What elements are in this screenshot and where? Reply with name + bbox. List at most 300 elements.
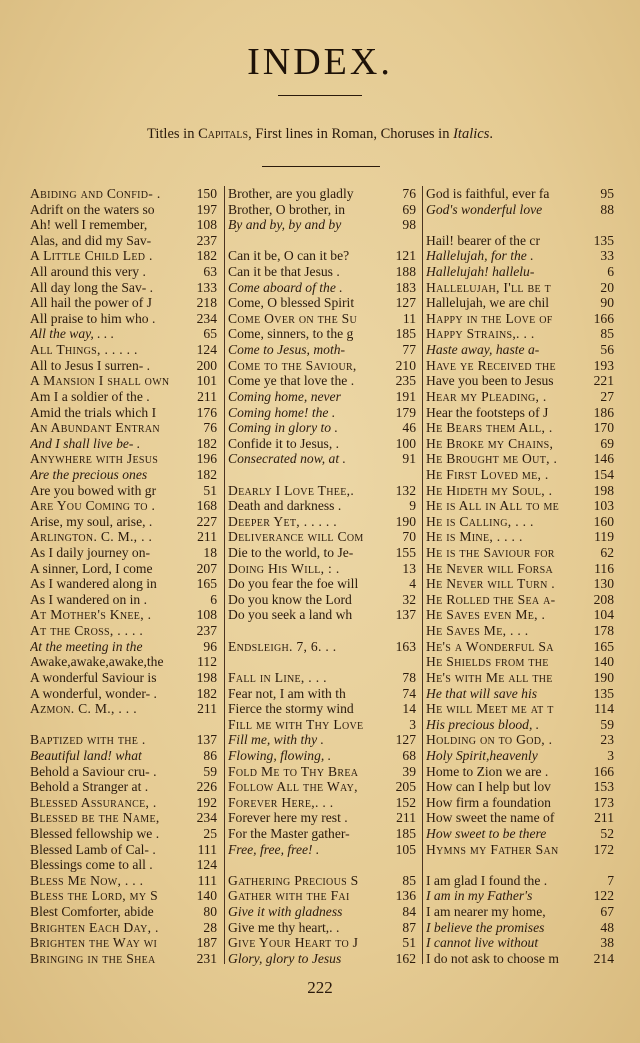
entry-title: A Little Child Led .	[30, 248, 153, 264]
index-entry	[30, 701, 217, 717]
index-entry	[30, 389, 217, 405]
entry-page-number: 100	[395, 435, 416, 451]
index-entry	[426, 795, 614, 811]
entry-title: A wonderful, wonder- .	[30, 685, 157, 701]
entry-title: Awake,awake,awake,the	[30, 654, 164, 670]
entry-page-number: 11	[402, 310, 416, 326]
index-entry	[426, 639, 614, 655]
index-entry	[426, 654, 614, 670]
entry-title: He is All in All to me	[426, 498, 560, 514]
entry-title: Abiding and Confid- .	[30, 186, 161, 201]
index-entry	[30, 779, 217, 795]
entry-title: Bringing in the Shea	[30, 950, 156, 966]
entry-page-number: 155	[395, 545, 416, 561]
index-entry	[30, 311, 217, 327]
index-entry	[228, 420, 416, 436]
entry-title: I am in my Father's	[426, 888, 533, 904]
index-entry	[228, 405, 416, 421]
entry-page-number: 38	[600, 935, 614, 951]
entry-title: Blessings come to all .	[30, 857, 153, 873]
index-entry	[30, 451, 217, 467]
entry-page-number: 88	[600, 201, 614, 217]
index-entry	[228, 514, 416, 530]
entry-title: Have ye Received the	[426, 357, 556, 373]
entry-title: He is the Saviour for	[426, 545, 555, 561]
index-entry	[228, 248, 416, 264]
page-title: INDEX.	[247, 41, 393, 83]
index-entry	[30, 483, 217, 499]
entry-page-number: 211	[197, 701, 217, 717]
entry-title: Happy in the Love of	[426, 310, 553, 326]
index-column-1	[30, 186, 217, 966]
index-entry	[30, 514, 217, 530]
entry-page-number: 18	[203, 545, 217, 561]
index-entry	[228, 451, 416, 467]
index-entry	[426, 248, 614, 264]
entry-page-number: 85	[402, 872, 416, 888]
entry-title: He Never will Forsa	[426, 560, 553, 576]
index-legend	[0, 126, 640, 143]
entry-page-number: 52	[600, 825, 614, 841]
index-entry	[228, 873, 416, 889]
entry-title: Behold a Stranger at .	[30, 779, 149, 795]
index-entry	[426, 405, 614, 421]
index-entry	[426, 280, 614, 296]
entry-title: Forever Here,. . .	[228, 794, 334, 810]
entry-title: Coming home, never	[228, 388, 341, 404]
legend-text-1: Titles in	[147, 126, 199, 142]
index-entry	[426, 295, 614, 311]
index-column-2	[228, 186, 416, 966]
entry-title: Give it with gladness	[228, 904, 343, 920]
entry-page-number: 137	[196, 732, 217, 748]
entry-page-number: 188	[395, 264, 416, 280]
entry-title: I am nearer my home,	[426, 904, 546, 920]
index-entry	[228, 810, 416, 826]
entry-page-number: 186	[593, 404, 614, 420]
legend-text-2: , First lines in Roman, Choruses in	[248, 126, 454, 142]
entry-title: As I daily journey on-	[30, 545, 151, 561]
index-entry	[426, 529, 614, 545]
entry-title: Deeper Yet, . . . . .	[228, 513, 337, 529]
entry-title: Blessed Assurance, .	[30, 794, 157, 810]
entry-page-number: 132	[395, 482, 416, 498]
entry-title: Fold Me to Thy Brea	[228, 763, 359, 779]
entry-page-number: 127	[395, 732, 416, 748]
entry-page-number: 95	[600, 186, 614, 201]
index-entry	[426, 592, 614, 608]
entry-page-number: 178	[593, 623, 614, 639]
entry-title: Come to Jesus, moth-	[228, 342, 346, 358]
index-entry	[30, 623, 217, 639]
index-entry	[228, 686, 416, 702]
entry-page-number: 101	[196, 373, 217, 389]
entry-page-number: 193	[593, 357, 614, 373]
entry-page-number: 135	[593, 685, 614, 701]
entry-page-number: 237	[196, 623, 217, 639]
entry-title: He is Mine, . . . .	[426, 529, 523, 545]
entry-page-number: 104	[593, 607, 614, 623]
index-entry	[228, 358, 416, 374]
index-entry	[426, 264, 614, 280]
entry-page-number: 25	[203, 825, 217, 841]
entry-page-number: 85	[600, 326, 614, 342]
index-entry	[30, 373, 217, 389]
index-entry	[426, 810, 614, 826]
index-entry	[228, 295, 416, 311]
index-entry	[30, 748, 217, 764]
entry-title: God is faithful, ever fa	[426, 186, 550, 201]
index-entry	[30, 810, 217, 826]
entry-page-number: 208	[593, 591, 614, 607]
index-entry	[228, 826, 416, 842]
entry-page-number: 237	[196, 232, 217, 248]
index-entry	[426, 888, 614, 904]
index-entry	[426, 904, 614, 920]
entry-title: He Saves even Me, .	[426, 607, 546, 623]
entry-title: His precious blood, .	[426, 716, 540, 732]
entry-title: Bless Me Now, . . .	[30, 872, 144, 888]
entry-title: How can I help but lov	[426, 779, 551, 795]
entry-title: All the way, . . .	[30, 326, 115, 342]
entry-title: Hallelujah, for the .	[426, 248, 534, 264]
entry-title: Endsleigh. 7, 6. . .	[228, 638, 337, 654]
index-entry	[228, 795, 416, 811]
index-entry	[426, 202, 614, 218]
entry-title: Amid the trials which I	[30, 404, 157, 420]
entry-title: Come Over on the Su	[228, 310, 358, 326]
index-entry	[426, 342, 614, 358]
index-entry	[426, 373, 614, 389]
index-entry	[228, 326, 416, 342]
entry-title: Fear not, I am with th	[228, 685, 346, 701]
entry-title: Haste away, haste a-	[426, 342, 540, 358]
entry-title: Gathering Precious S	[228, 872, 359, 888]
entry-title: Do you know the Lord	[228, 591, 352, 607]
entry-page-number: 74	[402, 685, 416, 701]
entry-page-number: 6	[607, 264, 614, 280]
entry-page-number: 187	[196, 935, 217, 951]
legend-text-3: .	[489, 126, 493, 142]
entry-page-number: 33	[600, 248, 614, 264]
entry-title: Brighten the Way wi	[30, 935, 158, 951]
entry-title: He First Loved me, .	[426, 466, 549, 482]
entry-title: Are the precious ones	[30, 466, 148, 482]
entry-page-number: 160	[593, 513, 614, 529]
index-entry	[228, 561, 416, 577]
entry-page-number: 198	[593, 482, 614, 498]
entry-title: I believe the promises	[426, 919, 545, 935]
entry-page-number: 140	[593, 654, 614, 670]
entry-page-number: 80	[203, 904, 217, 920]
index-entry	[426, 545, 614, 561]
entry-page-number: 76	[402, 186, 416, 201]
entry-page-number: 200	[196, 357, 217, 373]
entry-title: Blessed fellowship we .	[30, 825, 160, 841]
index-entry	[426, 389, 614, 405]
entry-page-number: 86	[203, 747, 217, 763]
entry-title: All around this very .	[30, 264, 146, 280]
entry-title: Give Your Heart to J	[228, 935, 359, 951]
index-entry	[228, 342, 416, 358]
entry-title: Blessed Lamb of Cal- .	[30, 841, 156, 857]
entry-page-number: 162	[395, 950, 416, 966]
entry-page-number: 28	[203, 919, 217, 935]
entry-page-number: 226	[196, 779, 217, 795]
index-entry	[426, 686, 614, 702]
entry-page-number: 235	[395, 373, 416, 389]
entry-title: He Saves Me, . . .	[426, 623, 529, 639]
entry-page-number: 218	[196, 295, 217, 311]
index-entry	[228, 717, 416, 733]
entry-page-number: 116	[594, 560, 614, 576]
entry-title: Beautiful land! what	[30, 747, 142, 763]
entry-title: Azmon. C. M., . . .	[30, 701, 137, 717]
entry-title: Come ye that love the .	[228, 373, 355, 389]
entry-title: Dearly I Love Thee,.	[228, 482, 355, 498]
entry-page-number: 122	[593, 888, 614, 904]
index-entry	[426, 764, 614, 780]
index-entry	[30, 873, 217, 889]
entry-page-number: 185	[395, 326, 416, 342]
index-entry	[228, 436, 416, 452]
index-entry	[30, 420, 217, 436]
index-entry	[30, 217, 217, 233]
index-entry	[228, 701, 416, 717]
entry-page-number: 182	[196, 466, 217, 482]
entry-title: Anywhere with Jesus	[30, 451, 159, 467]
entry-page-number: 32	[402, 591, 416, 607]
entry-title: Hallelujah! hallelu-	[426, 264, 535, 280]
entry-title: How sweet to be there	[426, 825, 547, 841]
entry-title: Brighten Each Day, .	[30, 919, 159, 935]
index-entry	[30, 904, 217, 920]
entry-title: He's with Me all the	[426, 669, 553, 685]
entry-page-number: 51	[402, 935, 416, 951]
index-entry	[30, 342, 217, 358]
entry-title: Are you bowed with gr	[30, 482, 157, 498]
page-number: 222	[307, 978, 333, 997]
index-entry	[426, 233, 614, 249]
entry-title: A wonderful Saviour is	[30, 669, 157, 685]
entry-page-number: 67	[600, 904, 614, 920]
index-entry	[228, 920, 416, 936]
column-divider-2	[422, 186, 423, 964]
entry-title: I do not ask to choose m	[426, 950, 559, 966]
index-entry	[426, 436, 614, 452]
index-entry	[30, 233, 217, 249]
index-entry	[30, 686, 217, 702]
index-entry	[30, 529, 217, 545]
entry-page-number: 59	[600, 716, 614, 732]
entry-page-number: 69	[402, 201, 416, 217]
entry-title: Are You Coming to .	[30, 498, 156, 514]
index-entry	[426, 498, 614, 514]
entry-title: Brother, are you gladly	[228, 186, 354, 201]
index-entry	[30, 264, 217, 280]
index-entry	[228, 764, 416, 780]
section-gap	[426, 857, 614, 873]
index-entry	[228, 186, 416, 202]
entry-page-number: 27	[600, 388, 614, 404]
entry-title: A Mansion I shall own	[30, 373, 170, 389]
entry-title: Doing His Will, : .	[228, 560, 340, 576]
entry-title: Baptized with the .	[30, 732, 146, 748]
index-entry	[30, 467, 217, 483]
entry-title: He Never will Turn .	[426, 576, 555, 592]
entry-page-number: 137	[395, 607, 416, 623]
entry-title: Free, free, free! .	[228, 841, 320, 857]
index-entry	[30, 842, 217, 858]
index-entry	[426, 779, 614, 795]
entry-title: Happy Strains,. . .	[426, 326, 535, 342]
entry-page-number: 152	[395, 794, 416, 810]
entry-page-number: 191	[395, 388, 416, 404]
entry-title: Hallelujah, I'll be t	[426, 279, 552, 295]
entry-title: Holding on to God, .	[426, 732, 553, 748]
entry-page-number: 234	[196, 810, 217, 826]
index-entry	[228, 529, 416, 545]
entry-page-number: 154	[593, 466, 614, 482]
index-entry	[30, 405, 217, 421]
index-entry	[30, 295, 217, 311]
entry-page-number: 214	[593, 950, 614, 966]
entry-page-number: 165	[196, 576, 217, 592]
entry-title: Coming in glory to .	[228, 420, 338, 436]
index-entry	[30, 607, 217, 623]
entry-page-number: 14	[402, 701, 416, 717]
index-entry	[228, 670, 416, 686]
index-entry	[30, 280, 217, 296]
entry-title: Forever here my rest .	[228, 810, 348, 826]
index-entry	[426, 748, 614, 764]
section-gap	[426, 217, 614, 233]
entry-title: At the meeting in the	[30, 638, 143, 654]
index-entry	[228, 217, 416, 233]
entry-title: Hymns my Father San	[426, 841, 559, 857]
entry-title: Arise, my soul, arise, .	[30, 513, 153, 529]
entry-title: All day long the Sav- .	[30, 279, 154, 295]
index-entry	[426, 920, 614, 936]
entry-page-number: 124	[196, 342, 217, 358]
index-entry	[426, 420, 614, 436]
index-entry	[30, 888, 217, 904]
entry-page-number: 198	[196, 669, 217, 685]
entry-page-number: 78	[402, 669, 416, 685]
index-entry	[228, 545, 416, 561]
entry-page-number: 105	[395, 841, 416, 857]
entry-title: He Shields from the	[426, 654, 549, 670]
entry-title: God's wonderful love	[426, 201, 543, 217]
entry-page-number: 46	[402, 420, 416, 436]
entry-title: Come, O blessed Spirit	[228, 295, 355, 311]
entry-page-number: 127	[395, 295, 416, 311]
index-entry	[30, 732, 217, 748]
entry-title: Ah! well I remember,	[30, 217, 148, 233]
entry-title: Follow All the Way,	[228, 779, 358, 795]
entry-page-number: 112	[197, 654, 217, 670]
index-entry	[228, 842, 416, 858]
entry-page-number: 108	[196, 217, 217, 233]
entry-page-number: 111	[197, 841, 217, 857]
entry-page-number: 91	[402, 451, 416, 467]
index-entry	[426, 701, 614, 717]
section-gap	[30, 717, 217, 733]
entry-title: Blest Comforter, abide	[30, 904, 154, 920]
entry-title: Fill me with Thy Love	[228, 716, 364, 732]
entry-page-number: 211	[396, 810, 416, 826]
index-entry	[30, 951, 217, 967]
entry-title: An Abundant Entran	[30, 420, 160, 436]
entry-title: Flowing, flowing, .	[228, 747, 332, 763]
entry-page-number: 114	[594, 701, 614, 717]
index-entry	[30, 326, 217, 342]
index-entry	[426, 451, 614, 467]
index-entry	[30, 920, 217, 936]
index-entry	[30, 545, 217, 561]
index-entry	[228, 202, 416, 218]
entry-title: At the Cross, . . . .	[30, 623, 144, 639]
index-entry	[228, 389, 416, 405]
entry-title: As I wandered on in .	[30, 591, 148, 607]
entry-page-number: 3	[607, 747, 614, 763]
entry-page-number: 211	[197, 388, 217, 404]
entry-title: Death and darkness .	[228, 498, 342, 514]
entry-page-number: 76	[203, 420, 217, 436]
entry-page-number: 231	[196, 950, 217, 966]
entry-page-number: 172	[593, 841, 614, 857]
entry-page-number: 111	[197, 872, 217, 888]
section-gap	[228, 623, 416, 639]
index-entry	[426, 358, 614, 374]
legend-italics: Italics	[453, 126, 490, 142]
entry-title: Gather with the Fai	[228, 888, 350, 904]
entry-page-number: 150	[196, 186, 217, 201]
entry-page-number: 96	[203, 638, 217, 654]
title-rule	[278, 95, 362, 96]
entry-title: He Rolled the Sea a-	[426, 591, 556, 607]
index-entry	[426, 826, 614, 842]
entry-title: All hail the power of J	[30, 295, 152, 311]
index-entry	[228, 280, 416, 296]
entry-title: Hear my Pleading, .	[426, 388, 547, 404]
entry-title: Home to Zion we are .	[426, 763, 549, 779]
index-entry	[426, 561, 614, 577]
entry-page-number: 98	[402, 217, 416, 233]
index-entry	[30, 576, 217, 592]
index-entry	[426, 873, 614, 889]
entry-page-number: 197	[196, 201, 217, 217]
legend-capitals: Capitals	[198, 126, 249, 142]
index-entry	[228, 888, 416, 904]
entry-page-number: 20	[600, 279, 614, 295]
entry-title: He Broke my Chains,	[426, 435, 554, 451]
entry-title: Arlington. C. M., . .	[30, 529, 153, 545]
entry-title: Come to the Saviour,	[228, 357, 357, 373]
entry-page-number: 51	[203, 482, 217, 498]
index-entry	[426, 732, 614, 748]
entry-page-number: 48	[600, 919, 614, 935]
entry-page-number: 182	[196, 685, 217, 701]
entry-page-number: 205	[395, 779, 416, 795]
entry-title: Holy Spirit,heavenly	[426, 747, 538, 763]
entry-page-number: 121	[395, 248, 416, 264]
index-entry	[228, 264, 416, 280]
index-entry	[30, 654, 217, 670]
index-entry	[426, 623, 614, 639]
index-entry	[30, 186, 217, 202]
index-entry	[426, 842, 614, 858]
